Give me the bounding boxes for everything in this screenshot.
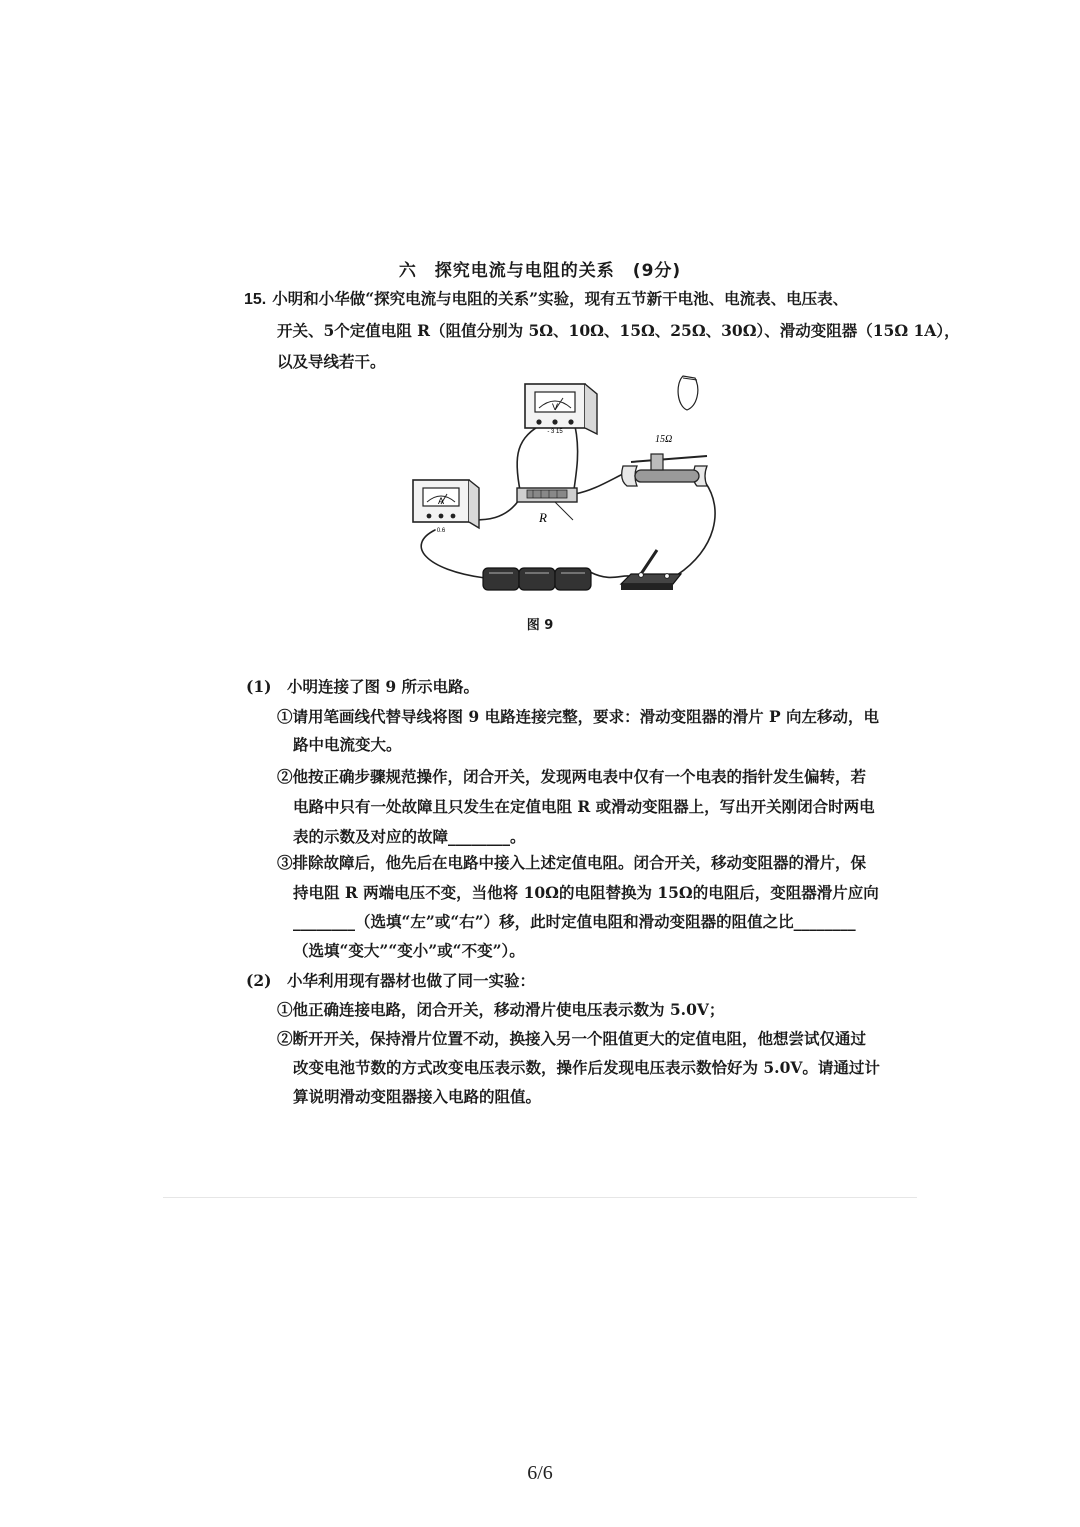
section-title: 六 探究电流与电阻的关系 (9分) [398,261,682,281]
page-divider [163,1197,917,1198]
question-intro-line-2: 开关、5个定值电阻 R（阻值分别为 5Ω、10Ω、15Ω、25Ω、30Ω）、滑动变阻器（15Ω 1A）， [277,321,960,340]
question-intro-line-3: 以及导线若干。 [277,352,386,371]
circuit-figure [405,370,745,606]
question-intro-line-1 [244,287,848,309]
handwritten-note: 15Ω [655,434,673,445]
voltmeter-terminals: - 3 15 [547,429,563,435]
part2-heading: (2) 小华利用现有器材也做了同一实验： [246,971,535,990]
ammeter-terminals: 0.6 [436,528,446,534]
part1-line-7: 持电阻 R 两端电压不变，当他将 10Ω的电阻替换为 15Ω的电阻后，变阻器滑片应向 [293,883,879,902]
wire-voltmeter-right [573,426,578,496]
part2-line-1: ①他正确连接电路，闭合开关，移动滑片使电压表示数为 5.0V； [277,1000,725,1019]
part1-line-2: 路中电流变大。 [293,735,402,754]
part1-line-5: 表的示数及对应的故障________。 [293,827,526,846]
part2-line-4: 算说明滑动变阻器接入电路的阻值。 [293,1087,542,1106]
question-intro-text-1: 小明和小华做“探究电流与电阻的关系”实验，现有五节新干电池、电流表、电压表、 [272,289,849,308]
switch [621,550,681,590]
wire-resistor-rheostat [575,472,627,494]
wire-rheostat-switch [677,482,715,575]
part1-line-8: ________（选填“左”或“右”）移，此时定值电阻和滑动变阻器的阻值之比________ [293,912,856,931]
figure-caption: 图 9 [526,618,554,633]
hand-sketch [678,376,698,410]
ammeter [413,480,479,534]
resistor-R [517,488,577,525]
part1-line-1: ①请用笔画线代替导线将图 9 电路连接完整，要求：滑动变阻器的滑片 P 向左移动，电 [277,707,880,726]
part1-line-4: 电路中只有一处故障且只发生在定值电阻 R 或滑动变阻器上，写出开关刚闭合时两电 [293,797,875,816]
voltmeter-label: V [551,402,559,412]
part1-heading: (1) 小明连接了图 9 所示电路。 [246,677,480,696]
voltmeter [525,384,597,435]
rheostat [622,434,707,486]
ammeter-label: A [437,496,445,506]
wire-ammeter-resistor [473,500,519,520]
part1-line-6: ③排除故障后，他先后在电路中接入上述定值电阻。闭合开关，移动变阻器的滑片，保 [277,853,867,872]
part1-line-9: （选填“变大”“变小”或“不变”）。 [293,941,525,960]
resistor-label: R [539,510,547,525]
part2-line-3: 改变电池节数的方式改变电压表示数，操作后发现电压表示数恰好为 5.0V。请通过计 [293,1058,880,1077]
part2-line-2: ②断开开关，保持滑片位置不动，换接入另一个阻值更大的定值电阻，他想尝试仅通过 [277,1029,867,1048]
battery-pack [483,568,591,590]
part1-line-3: ②他按正确步骤规范操作，闭合开关，发现两电表中仅有一个电表的指针发生偏转，若 [277,767,867,786]
wire-battery-switch [590,572,629,577]
question-number: 15. [244,291,267,308]
wire-ammeter-battery [421,530,485,578]
page-number: 6/6 [527,1462,553,1484]
